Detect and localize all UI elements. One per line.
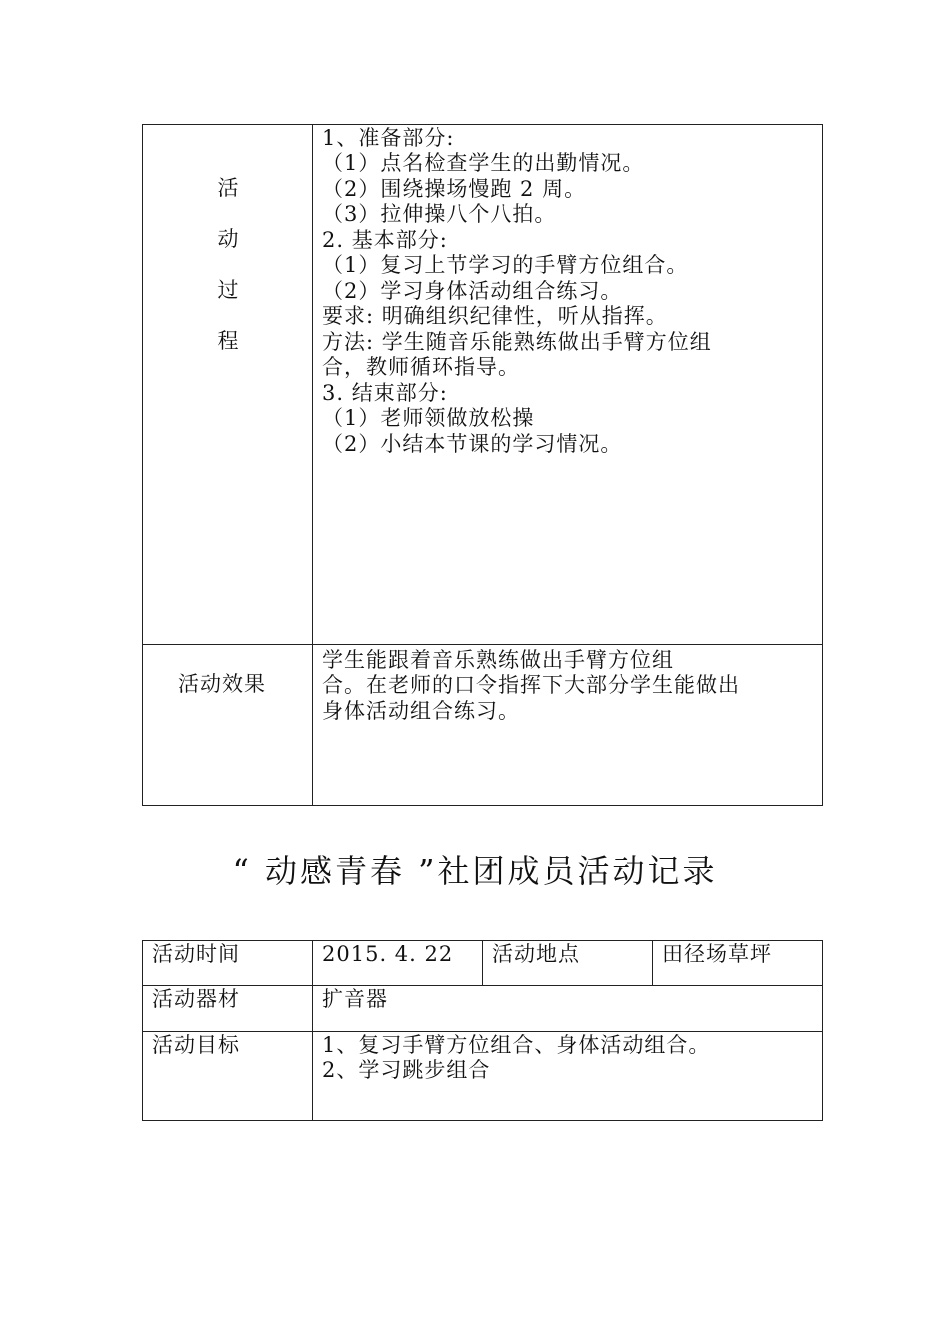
process-line: 合，教师循环指导。 <box>322 355 520 379</box>
process-line: （2）围绕操场慢跑 2 周。 <box>322 177 587 201</box>
table2-bottom-border <box>142 1120 823 1121</box>
table2-column-divider <box>482 940 483 986</box>
process-line: （2）学习身体活动组合练习。 <box>322 279 623 303</box>
goal-label: 活动目标 <box>152 1033 240 1057</box>
process-line: 1、准备部分: <box>322 126 455 150</box>
goal-line: 1、复习手臂方位组合、身体活动组合。 <box>322 1033 711 1057</box>
process-line: 要求: 明确组织纪律性，听从指挥。 <box>322 304 668 328</box>
effect-label: 活动效果 <box>178 672 266 696</box>
time-label: 活动时间 <box>152 942 240 966</box>
goal-line: 2、学习跳步组合 <box>322 1058 491 1082</box>
table1-bottom-border <box>142 805 823 806</box>
process-line: （1）点名检查学生的出勤情况。 <box>322 151 645 175</box>
effect-line: 身体活动组合练习。 <box>322 699 520 723</box>
table2-row-divider <box>142 1031 823 1032</box>
place-value: 田径场草坪 <box>662 942 772 966</box>
process-label-char: 活 <box>217 176 239 200</box>
table2-column-divider <box>312 940 313 1121</box>
page-title: “ 动感青春 ”社团成员活动记录 <box>232 852 718 890</box>
process-label-char: 动 <box>217 227 239 251</box>
table2-column-divider <box>652 940 653 986</box>
table1-right-border <box>822 124 823 806</box>
table2-left-border <box>142 940 143 1121</box>
process-line: 2. 基本部分: <box>322 228 448 252</box>
table1-column-divider <box>312 124 313 806</box>
effect-line: 合。在老师的口令指挥下大部分学生能做出 <box>322 673 740 697</box>
table1-row-divider <box>142 644 823 645</box>
equipment-label: 活动器材 <box>152 987 240 1011</box>
table1-top-border <box>142 124 823 125</box>
effect-line: 学生能跟着音乐熟练做出手臂方位组 <box>322 648 674 672</box>
process-line: （1）复习上节学习的手臂方位组合。 <box>322 253 689 277</box>
process-line: 3. 结束部分: <box>322 381 448 405</box>
place-label: 活动地点 <box>492 942 580 966</box>
process-line: （2）小结本节课的学习情况。 <box>322 432 623 456</box>
equipment-value: 扩音器 <box>322 987 388 1011</box>
process-line: （1）老师领做放松操 <box>322 406 535 430</box>
process-label-char: 程 <box>217 329 239 353</box>
table1-left-border <box>142 124 143 806</box>
process-label-char: 过 <box>217 278 239 302</box>
table2-right-border <box>822 940 823 1121</box>
process-line: 方法: 学生随音乐能熟练做出手臂方位组 <box>322 330 712 354</box>
process-line: （3）拉伸操八个八拍。 <box>322 202 557 226</box>
time-value: 2015. 4. 22 <box>322 942 454 966</box>
